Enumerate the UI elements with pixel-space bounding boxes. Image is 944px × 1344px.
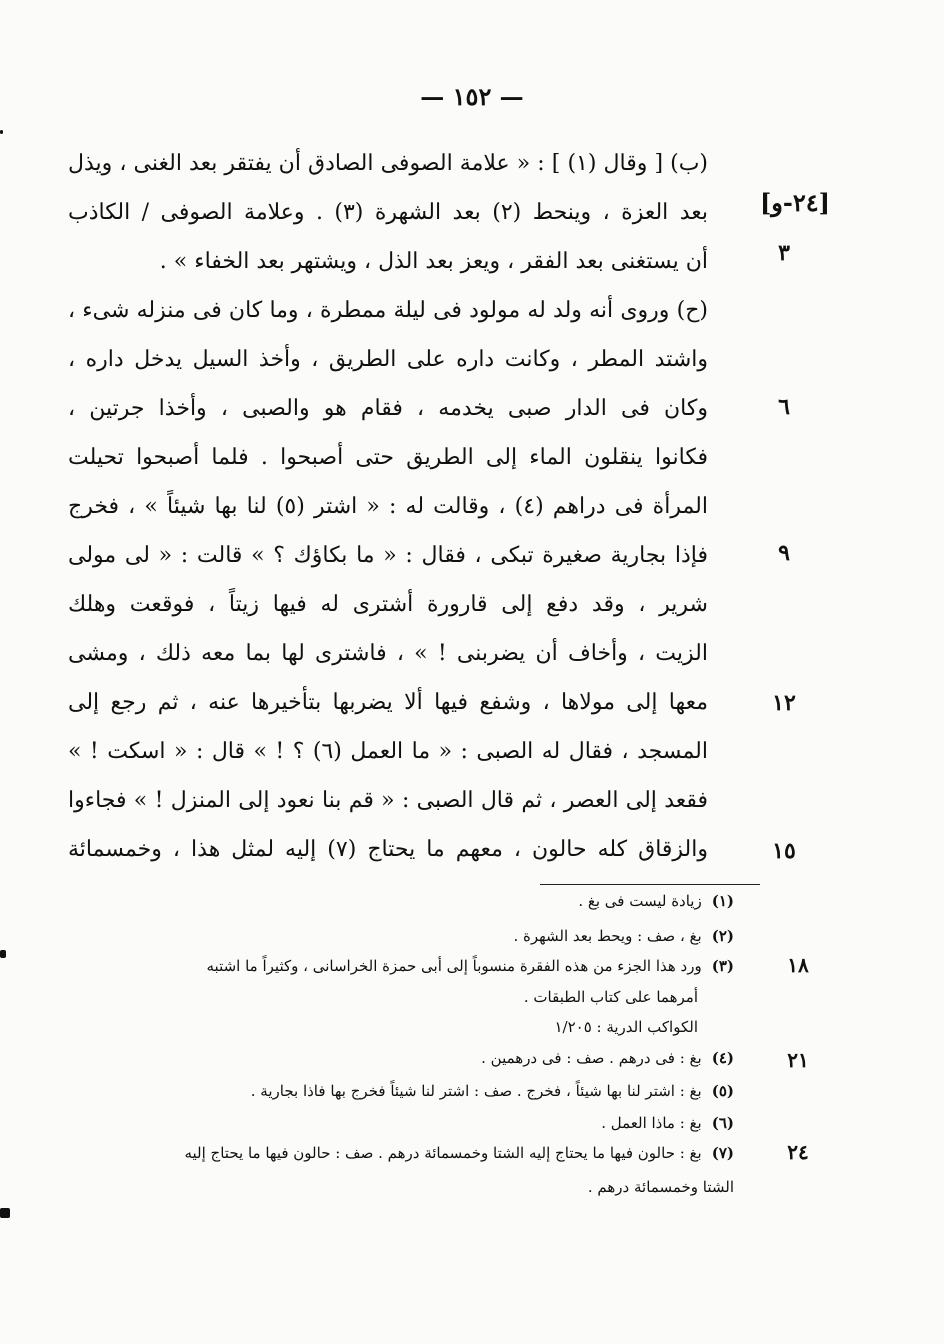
footnote-text: بغ : فى درهم . صف : فى درهمين . [481,1049,702,1067]
body-line: (ب) [ وقال (١) ] : « علامة الصوفى الصادق أن يفتقر بعد الغنى ، ويذل [68,151,708,176]
footnote-number: (٣) [711,957,734,975]
footnote-number: (٢) [711,927,734,945]
line-number: ٢١ [787,1048,809,1072]
line-number: ١٥ [772,838,796,864]
body-line: الزيت ، وأخاف أن يضربنى ! » ، فاشترى لها بما معه ذلك ، ومشى [68,641,708,666]
footnote-text: بغ : اشتر لنا بها شيئاً ، فخرج . صف : اشتر لنا شيئاً فخرج بها فاذا بجارية . [250,1082,702,1100]
footnote-continuation: الكواكب الدرية : ١/٢٠٥ [554,1018,698,1036]
body-line: شرير ، وقد دفع إلى قارورة أشترى له فيها زيتاً ، فوقعت وهلك [68,592,708,617]
page-number: — ١٥٢ — [420,82,524,111]
body-line: (ح) وروى أنه ولد له مولود فى ليلة ممطرة ، وما كان فى منزله شىء ، [68,298,708,323]
body-line: فإذا بجارية صغيرة تبكى ، فقال : « ما بكاؤك ؟ » قالت : « لى مولى [68,543,708,568]
footnote [94,890,734,912]
footnote-number: (١) [711,892,734,910]
scan-speck [0,130,3,134]
body-line: معها إلى مولاها ، وشفع فيها ألا يضربها بتأخيرها عنه ، ثم رجع إلى [68,690,708,715]
footnote-continuation: أمرهما على كتاب الطبقات . [523,988,698,1006]
footnote-number: (٥) [711,1082,734,1100]
line-number: ٢٤ [787,1140,809,1164]
line-number: ٣ [778,240,790,266]
footnote [94,955,734,977]
body-line: أن يستغنى بعد الفقر ، ويعز بعد الذل ، ويشتهر بعد الخفاء » . [159,249,708,274]
footnote-separator [540,884,760,885]
footnote [94,1080,734,1102]
line-number: ٩ [778,540,790,566]
line-number: ١٨ [787,953,809,977]
line-number: ٦ [778,394,790,420]
footnote-text: بغ : حالون فيها ما يحتاج إليه الشتا وخمسمائة درهم . صف : حالون فيها ما يحتاج إليه [184,1144,702,1162]
footnote-continuation: الشتا وخمسمائة درهم . [587,1178,734,1196]
footnote-number: (٦) [711,1114,734,1132]
body-line: المرأة فى دراهم (٤) ، وقالت له : « اشتر (٥) لنا بها شيئاً » ، فخرج [68,494,708,519]
line-number: ١٢ [772,690,796,716]
folio-marker: [٢٤-و] [759,188,830,217]
body-line: فكانوا ينقلون الماء إلى الطريق حتى أصبحوا . فلما أصبحوا تحيلت [68,445,708,470]
body-line: والزقاق كله حالون ، معهم ما يحتاج (٧) إليه لمثل هذا ، وخمسمائة [68,837,708,862]
footnote-text: ورد هذا الجزء من هذه الفقرة منسوباً إلى أبى حمزة الخراسانى ، وكثيراً ما اشتبه [206,957,702,975]
footnote [94,1142,734,1164]
body-line: بعد العزة ، وينحط (٢) بعد الشهرة (٣) . وعلامة الصوفى / الكاذب [68,200,708,225]
scan-speck [0,1208,10,1218]
footnote-number: (٤) [711,1049,734,1067]
footnote-text: بغ : ماذا العمل . [601,1114,702,1132]
footnote [94,925,734,947]
footnote [94,1047,734,1069]
footnote-text: بغ ، صف : ويحط بعد الشهرة . [513,927,702,945]
footnote [94,1112,734,1134]
body-line: المسجد ، فقال له الصبى : « ما العمل (٦) ؟ ! » قال : « اسكت ! » [68,739,708,764]
body-line: فقعد إلى العصر ، ثم قال الصبى : « قم بنا نعود إلى المنزل ! » فجاءوا [68,788,708,813]
scan-speck [0,950,6,958]
body-line: وكان فى الدار صبى يخدمه ، فقام هو والصبى ، وأخذا جرتين ، [68,396,708,421]
body-line: واشتد المطر ، وكانت داره على الطريق ، وأخذ السيل يدخل داره ، [68,347,708,372]
footnote-number: (٧) [711,1144,734,1162]
footnote-text: زيادة ليست فى بغ . [578,892,702,910]
